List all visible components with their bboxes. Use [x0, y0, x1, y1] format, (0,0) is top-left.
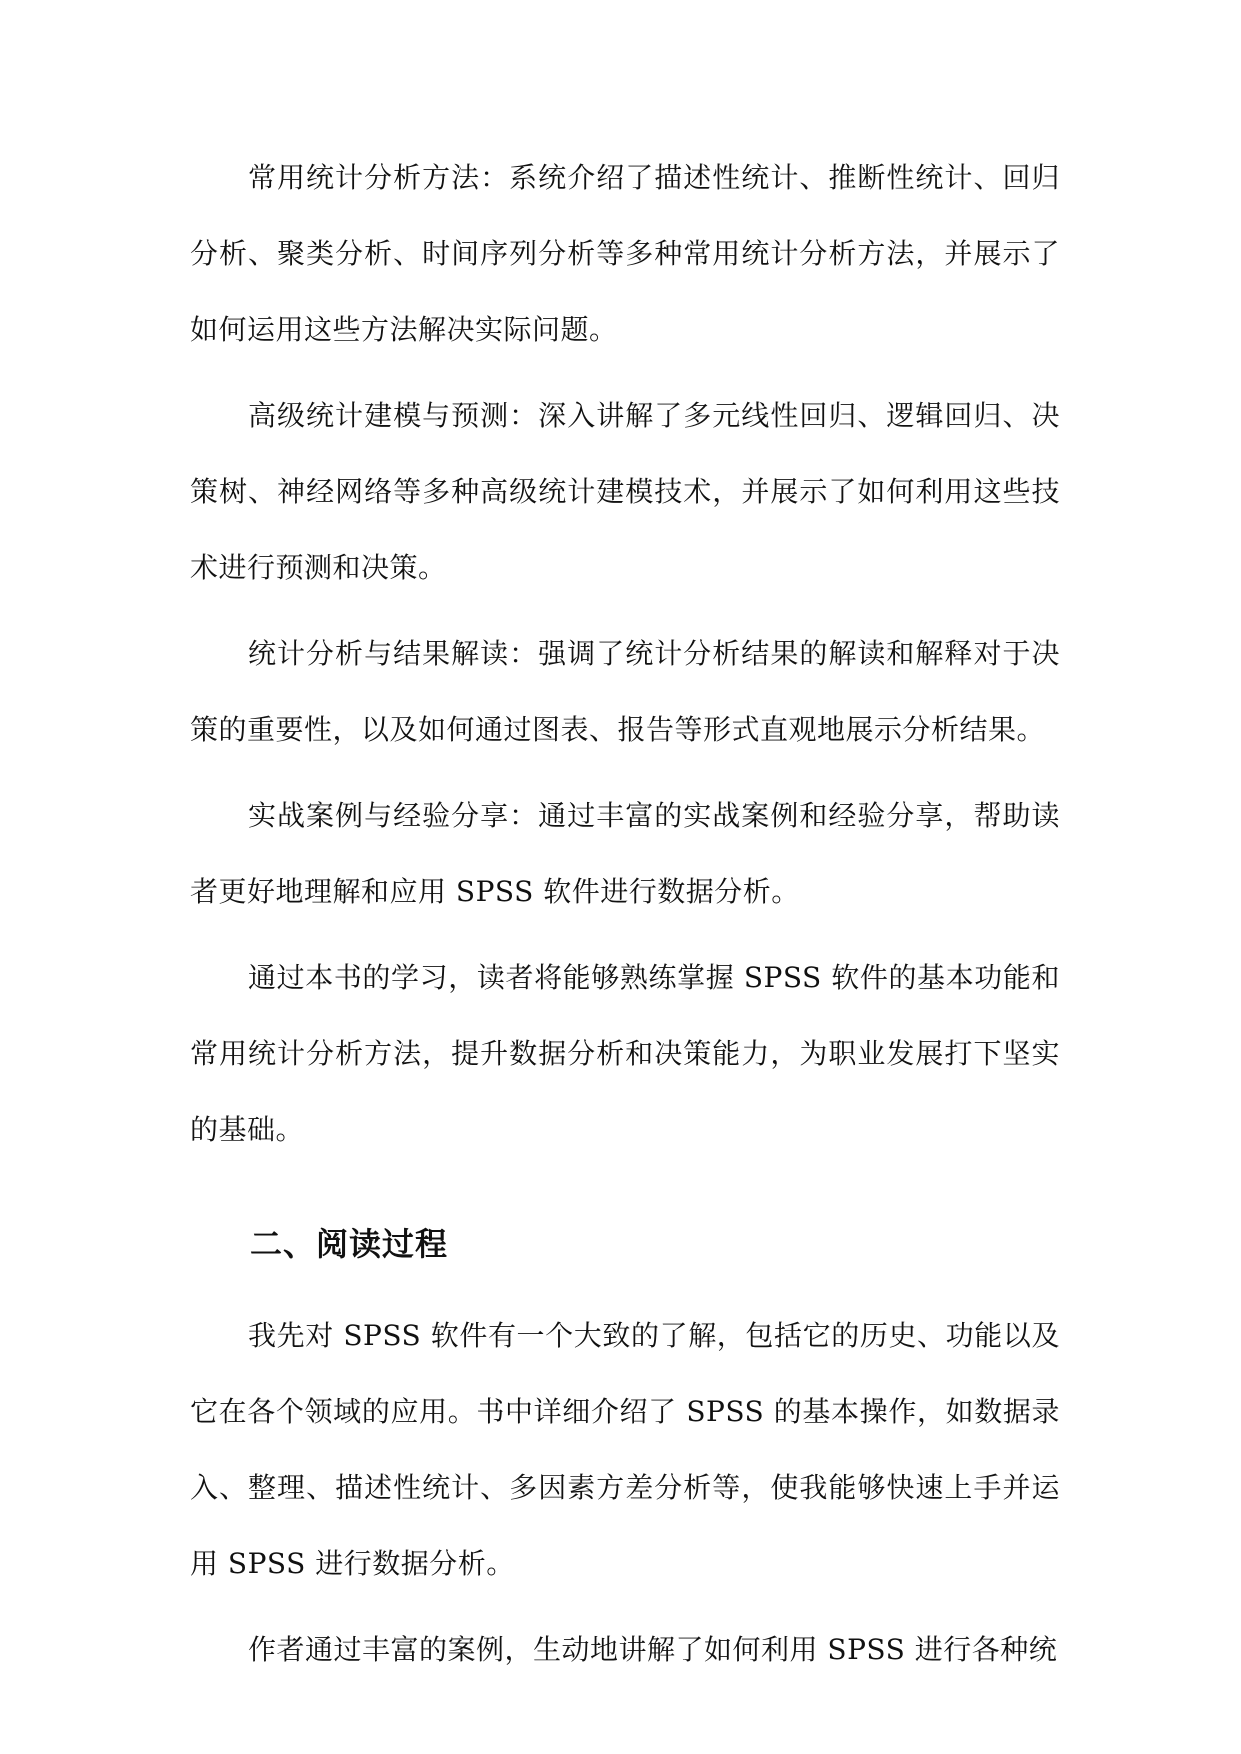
- section-heading-reading-process: 二、阅读过程: [250, 1225, 449, 1263]
- paragraph-result-interpretation: 统计分析与结果解读：强调了统计分析结果的解读和解释对于决策的重要性，以及如何通过图表、报告等形式直观地展示分析结果。: [190, 637, 1060, 746]
- paragraph-case-studies: 实战案例与经验分享：通过丰富的实战案例和经验分享，帮助读者更好地理解和应用 SPSS 软件进行数据分析。: [190, 799, 1060, 908]
- paragraph-common-methods: 常用统计分析方法：系统介绍了描述性统计、推断性统计、回归分析、聚类分析、时间序列分析等多种常用统计分析方法，并展示了如何运用这些方法解决实际问题。: [190, 161, 1060, 346]
- paragraph-reading-intro: 我先对 SPSS 软件有一个大致的了解，包括它的历史、功能以及它在各个领域的应用。书中详细介绍了 SPSS 的基本操作，如数据录入、整理、描述性统计、多因素方差分析等，使我能够快速上手并运用 SPSS 进行数据分析。: [190, 1319, 1060, 1580]
- document-body: [190, 140, 1060, 1698]
- paragraph-advanced-modeling: 高级统计建模与预测：深入讲解了多元线性回归、逻辑回归、决策树、神经网络等多种高级统计建模技术，并展示了如何利用这些技术进行预测和决策。: [190, 399, 1060, 584]
- paragraph-reading-cases: 作者通过丰富的案例，生动地讲解了如何利用 SPSS 进行各种统: [248, 1633, 1058, 1666]
- paragraph-summary: 通过本书的学习，读者将能够熟练掌握 SPSS 软件的基本功能和常用统计分析方法，提升数据分析和决策能力，为职业发展打下坚实的基础。: [190, 961, 1060, 1146]
